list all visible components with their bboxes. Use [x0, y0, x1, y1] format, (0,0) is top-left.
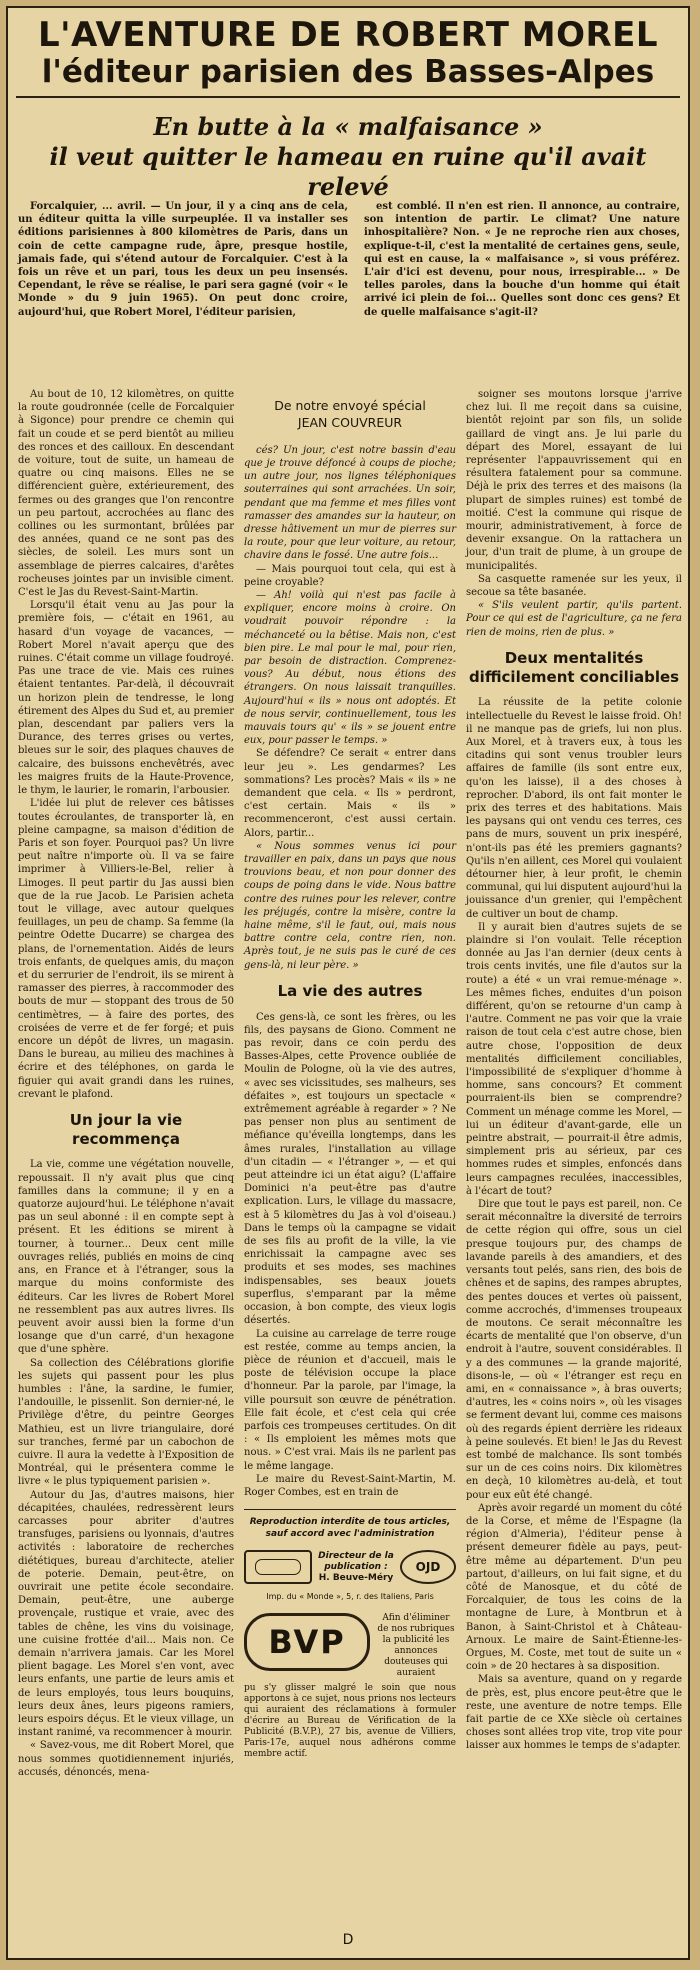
- paragraph: Autour du Jas, d'autres maisons, hier décapitées, chaulées, redressèrent leurs carcasses pour abriter d'autres transfuges, parisiens ou lyonnais, d'autres activités : laboratoire de recherches diététiques, bureau d'architecte, atelier de poterie. Demain, peut-être, on ouvrirait une petite école secondaire. Demain, peut-être, une auberge provençale, rustique et vraie, avec des tables de chêne, les vins du voisinage, une cuisine frottée d'ail... Mais non. Ce demain n'arrivera jamais. Car les Morel plient bagage. Les Morel s'en vont, avec leurs enfants, une partie de leurs amis et de leurs employés, tous leurs bouquins, leurs deux ânes, leurs pigeons ramiers, leurs espoirs déçus. Et le vieux village, un instant ranimé, va recommencer à mourir.: [18, 1489, 234, 1739]
- paragraph: soigner ses moutons lorsque j'arrive chez lui. Il me reçoit dans sa cuisine, bientôt rejoint par son fils, un solide gaillard de vingt ans. Je lui parle du départ des Morel, essayant de lui représenter l'appauvrissement qui en résultera fatalement pour sa commune. Déjà le prix des terres et des maisons (la plupart de simples ruines) est tombé de moitié. C'est la commune qui risque de mourir, administrativement, à force de devenir exsangue. On la rattachera un jour, d'un trait de plume, à un groupe de municipalités.: [466, 389, 682, 572]
- paragraph: Au bout de 10, 12 kilomètres, on quitte la route goudronnée (celle de Forcalquier à Sigonce) pour prendre ce chemin qui fait un coude et se perd bientôt au milieu des ronces et des cailloux. En descendant de voiture, tout de suite, un hameau de quatre ou cinq maisons. Elles ne se différencient guère, extérieurement, des fermes ou des granges que l'on rencontre un peu partout, accrochées au flanc des collines ou les surmontant, brûlées par des années, quand ce ne sont pas des siècles, de soleil. Les murs sont un assemblage de pierres calcaires, d'arêtes rocheuses jointes par un invisible ciment. C'est le Jas du Revest-Saint-Martin.: [18, 389, 234, 599]
- reproduction-notice: Reproduction interdite de tous articles, sauf accord avec l'administration: [244, 1509, 456, 1540]
- byline: [244, 398, 456, 432]
- paragraph: Le maire du Revest-Saint-Martin, M. Roger Combes, est en train de: [244, 1473, 456, 1498]
- column-3: [466, 388, 682, 1753]
- paragraph: Il y aurait bien d'autres sujets de se plaindre si l'on voulait. Telle réception donnée au Jas l'an dernier (deux cents à trois cents invités, une file d'autos sur la route) a été « un vrai remue-ménage ». Les mêmes fiches, enduites d'un poison différent, qu'on se retourne d'un camp à l'autre. Comment ne pas voir que la vraie raison de tout cela c'est autre chose, bien autre chose, l'opposition de deux mentalités difficilement conciliables, l'impossibilité de s'expliquer d'homme à homme, sans concours? Et comment pourraient-ils bien se comprendre? Comment un ménage comme les Morel, — lui un éditeur d'avant-garde, elle un peintre abstrait, — pourrait-il être admis, simplement pris au sérieux, par ces hommes rudes et simples, enfoncés dans leurs campagnes reculées, inaccessibles, à l'écart de tout?: [466, 921, 682, 1197]
- newspaper-page: [6, 6, 690, 1960]
- column-2: [244, 388, 456, 1760]
- paragraph: — Ah! voilà qui n'est pas facile à expliquer, encore moins à croire. On voudrait pouvoir répondre : la méchanceté ou la bêtise. Mais non, c'est bien pire. Le mal pour le mal, pour rien, par besoin de distraction. Comprenez-vous? Au début, nous étions des étrangers. On nous laissait tranquilles. Aujourd'hui « ils » nous ont adoptés. Et de nous servir, continuellement, tous les mauvais tours qu' « ils » se jouent entre eux, pour passer le temps. »: [244, 589, 456, 747]
- bvp-logo: BVP: [244, 1613, 370, 1671]
- paragraph: La cuisine au carrelage de terre rouge est restée, comme au temps ancien, la pièce de réunion et d'accueil, mais le poste de télévision occupe la place d'honneur. Par la parole, par l'image, la ville poursuit son œuvre de pénétration. Elle fait école, et c'est cela qui crée parfois ces trompeuses certitudes. On dit : « Ils emploient les mêmes mots que nous. » C'est vrai. Mais ils ne parlent pas le même langage.: [244, 1328, 456, 1472]
- byline-author: JEAN COUVREUR: [297, 414, 403, 430]
- bvp-side-text: Afin d'éliminer de nos rubriques la publicité les annonces douteuses qui auraient: [377, 1613, 455, 1679]
- paragraph: Sa collection des Célébrations glorifie les sujets qui passent pour les plus humbles : l'âne, la sardine, le fumier, l'andouille, le pissenlit. Son dernier-né, le Privilège d'être, du peintre Georges Mathieu, est un livre triangulaire, doré sur tranches, fermé par un cabochon de cuivre. Il aura la vedette à l'Exposition de Montréal, qui le présentera comme le livre « le plus typiquement parisien ».: [18, 1357, 234, 1488]
- paragraph: Lorsqu'il était venu au Jas pour la première fois, — c'était en 1961, au hasard d'un voyage de vacances, — Robert Morel n'avait aperçu que des ruines. C'était comme un village foudroyé. Pas une trace de vie. Mais ces ruines étaient tentantes. Par-delà, il découvrait un horizon plein de tendresse, le long étirement des Alpes du Sud et, au premier plan, descendant par paliers vers la Durance, des terres grises ou vertes, bleues sur le soir, des plaques chauves de calcaire, des buissons enchevêtrés, avec les maigres fruits de la Haute-Provence, le thym, le laurier, le romarin, l'arbousier.: [18, 600, 234, 797]
- headline-line-2: l'éditeur parisien des Basses-Alpes: [41, 53, 655, 90]
- paragraph: Dire que tout le pays est pareil, non. Ce serait méconnaître la diversité de terroirs de cette région qui offre, sous un ciel presque toujours pur, des champs de lavande pareils à des amandiers, et des versants tout pelés, sans rien, des bois de chênes et de sapins, des rampes abruptes, des pentes douces et vertes où paissent, comme accrochés, d'immenses troupeaux de moutons. Ce serait méconnaître les écarts de mentalité que l'on observe, d'un endroit à l'autre, souvent considérables. Il y a des communes — la grande majorité, disons-le, — où « l'étranger est reçu en ami, en « connaissance », à bras ouverts; d'autres, les « coins noirs », où les visages se ferment devant lui, comme ces maisons où des regards épient derrière les rideaux à peine soulevés. Et bien! le Jas du Revest est tombé de malchance. Ils sont tombés sur un de ces coins noirs. Dix kilomètres en deçà, 10 kilomètres au-delà, et tout pour eux eût été changé.: [466, 1199, 682, 1501]
- headline: [8, 15, 688, 90]
- paragraph: « S'ils veulent partir, qu'ils partent. Pour ce qui est de l'agriculture, ça ne fera rien de moins, rien de plus. »: [466, 600, 682, 638]
- subheadline-line-2: il veut quitter le hameau en ruine qu'il avait relevé: [49, 142, 647, 202]
- paragraph: « Nous sommes venus ici pour travailler en paix, dans un pays que nous trouvions beau, et non pour donner des coups de poing dans le vide. Nous battre contre des ruines pour les relever, contre les préjugés, contre la misère, contre la haine même, s'il le faut, oui, mais nous battre contre cela, contre rien, non. Après tout, je ne suis pas le curé de ces gens-là, ni leur père. »: [244, 840, 456, 971]
- director-name: H. Beuve-Méry: [318, 1572, 394, 1583]
- section-title: Un jour la vie recommença: [69, 1110, 183, 1148]
- imprint: Imp. du « Monde », 5, r. des Italiens, Paris: [266, 1592, 434, 1602]
- intro-left: [18, 200, 348, 319]
- ojd-logo: OJD: [400, 1550, 456, 1584]
- paragraph: Après avoir regardé un moment du côté de la Corse, et même de l'Espagne (la région d'Almeria), l'éditeur pense à présent demeurer fidèle au pays, peut-être même au département. D'un peu partout, d'ailleurs, on lui fait signe, et du côté de Manosque, et du côté de Forcalquier, de tous les coins de la montagne de Lure, à Montbrun et à Banon, à Saint-Christol et à Château-Arnoux. Le maire de Saint-Étienne-les-Orgues, M. Coste, met tout de suite un « coin » de 20 hectares à sa disposition.: [466, 1502, 682, 1673]
- paragraph: La réussite de la petite colonie intellectuelle du Revest le laisse froid. Oh! il ne manque pas de griefs, lui non plus. Aux Morel, et à travers eux, à tous les citadins qui sont venus troubler leurs affaires de famille (ils sont entre eux, qu'on les laisse), il a des choses à reprocher. D'abord, ils ont fait monter le prix des terres et des habitations. Mais les paysans qui ont vendu ces terres, ces pans de murs, souvent un prix inespéré, n'ont-ils pas été les premiers gagnants? Qu'ils n'en aillent, ces Morel qui voulaient détourner hier, à leur profit, le chemin communal, qui lui disputent aujourd'hui la jouissance d'un grenier, qui l'empêchent de cultiver un bout de champ.: [466, 697, 682, 920]
- headline-line-1: L'AVENTURE DE ROBERT MOREL: [37, 15, 659, 55]
- director-label: Directeur de la publication :: [318, 1550, 394, 1572]
- headline-rule: [16, 96, 680, 98]
- director-info: [318, 1551, 394, 1584]
- bvp-box: [244, 1613, 456, 1679]
- paragraph: « Savez-vous, me dit Robert Morel, que nous sommes quotidiennement injuriés, accusés, dénoncés, mena-: [18, 1740, 234, 1778]
- subheadline: [14, 112, 682, 202]
- section-title: Deux mentalités difficilement conciliables: [468, 648, 680, 686]
- paragraph: La vie, comme une végétation nouvelle, repoussait. Il n'y avait plus que cinq familles dans la commune; il y en a quatorze aujourd'hui. Le téléphone n'avait pas un seul abonné : il en compte sept à présent. Et les éditions se mirent à tourner, à tourner... Deux cent mille ouvrages reliés, publiés en moins de cinq ans, en France et à l'étranger, sous la marque du moins conformiste des éditeurs. Car les livres de Robert Morel ne ressemblent pas aux autres livres. Ils peuvent avoir aussi bien la forme d'un losange que d'un carré, d'un hexagone que d'une sphère.: [18, 1159, 234, 1356]
- monde-logo-icon: [244, 1550, 312, 1584]
- paragraph: Mais sa aventure, quand on y regarde de près, est, plus encore peut-être que le reste, une aventure de notre temps. Elle fait partie de ce XXe siècle où certaines choses sont allées trop vite, trop vite pour laisser aux hommes le temps de s'adapter.: [466, 1674, 682, 1752]
- subheadline-line-1: En butte à la « malfaisance »: [153, 112, 543, 142]
- column-1: [18, 388, 234, 1779]
- paragraph: Ces gens-là, ce sont les frères, ou les fils, des paysans de Giono. Comment ne pas revoir, dans ce coin perdu des Basses-Alpes, cette Provence oubliée de Moulin de Pologne, où la vie des autres, « avec ses vicissitudes, ses malheurs, ses défaites », est toujours un spectacle « extrêmement agréable à regarder » ? Ne pas penser non plus au sentiment de méfiance qu'éveilla longtemps, dans les âmes rurales, l'installation au village d'un citadin — « l'étranger », — et qui peut atteindre ici un état aigu? (L'affaire Dominici n'a peut-être pas d'autre explication. Lurs, le village du massacre, est à 5 kilomètres du Jas à vol d'oiseau.) Dans le temps où la campagne se vidait de ses fils au profit de la ville, la vie enrichissait la campagne avec ses produits et ses modes, ses machines indispensables, ses beaux jouets superflus, s'emparant par la même occasion, à bon compte, des vieux logis désertés.: [244, 1011, 456, 1327]
- paragraph: — Mais pourquoi tout cela, qui est à peine croyable?: [244, 563, 456, 588]
- paragraph: Se défendre? Ce serait « entrer dans leur jeu ». Les gendarmes? Les sommations? Les procès? Mais « ils » ne demandent que cela. « Ils » perdront, c'est certain. Mais « ils » recommenceront, c'est aussi certain. Alors, partir...: [244, 748, 456, 839]
- paragraph: cés? Un jour, c'est notre bassin d'eau que je trouve défoncé à coups de pioche; un autre jour, nos lignes téléphoniques souterraines qui sont arrachées. Un soir, pendant que ma femme et mes filles vont ramasser des amandes sur la hauteur, on dresse hâtivement un mur de pierres sur la route, pour que leur voiture, au retour, chavire dans le fossé. Une autre fois...: [244, 444, 456, 562]
- publisher-box: [244, 1550, 456, 1584]
- paragraph: Sa casquette ramenée sur les yeux, il secoue sa tête basanée.: [466, 573, 682, 599]
- bvp-footnote: pu s'y glisser malgré le soin que nous apportons à ce sujet, nous prions nos lecteurs qui auraient des réclamations à formuler d'écrire au Bureau de Vérification de la Publicité (B.V.P.), 27 bis, avenue de Villiers, Paris-17e, auquel nous adhérons comme membre actif.: [244, 1683, 456, 1760]
- byline-label: De notre envoyé spécial: [274, 398, 426, 413]
- intro-left-text: Forcalquier, ... avril. — Un jour, il y a cinq ans de cela, un éditeur quitta la ville surpeuplée. Il va installer ses éditions parisiennes à 800 kilomètres de Paris, dans un coin de cette campagne rude, âpre, presque hostile, jamais fade, qui s'étend autour de Forcalquier. C'est à la fois un rêve et un pari, tous les deux un peu insensés. Cependant, le rêve se réalise, le pari sera gagné (voir « le Monde » du 9 juin 1965). On peut donc croire, aujourd'hui, que Robert Morel, l'éditeur parisien,: [18, 201, 348, 318]
- section-title: La vie des autres: [277, 981, 423, 1000]
- page-letter: D: [342, 1932, 354, 1948]
- intro-right: [364, 200, 680, 319]
- intro-right-text: est comblé. Il n'en est rien. Il annonce, au contraire, son intention de partir. Le climat? Une nature inhospitalière? Non. « Je ne reproche rien aux choses, explique-t-il, c'est la mentalité de certaines gens, seule, qui est en cause, la « malfaisance », si vous préférez. L'air d'ici est devenu, pour nous, irrespirable... » De telles paroles, dans la bouche d'un homme qui était arrivé ici plein de foi... Quelles sont donc ces gens? Et de quelle malfaisance s'agit-il?: [364, 201, 680, 318]
- paragraph: L'idée lui plut de relever ces bâtisses toutes écroulantes, de transporter là, en pleine campagne, sa maison d'édition de Paris et son foyer. Pourquoi pas? Un livre peut naître n'importe où. Il va se faire imprimer à Villiers-le-Bel, relier à Limoges. Il peut partir du Jas aussi bien que de la rue Jacob. Le Parisien acheta tout le village, avec autour quelques feuillages, un peu de champ. Sa femme (la peintre Odette Ducarre) se chargea des plans, de l'ornementation. Aidés de leurs trois enfants, de quelques amis, du maçon et du serrurier de l'endroit, ils se mirent à ramasser des pierres, à raccommoder des bouts de mur — stoppant des trous de 50 centimètres, — à faire des portes, des croisées de verre et de fer forgé; et puis encore un dépôt de livres, un magasin. Dans le bureau, au milieu des machines à écrire et des téléphones, on garda le figuier qui avait grandi dans les ruines, crevant le plafond.: [18, 798, 234, 1100]
